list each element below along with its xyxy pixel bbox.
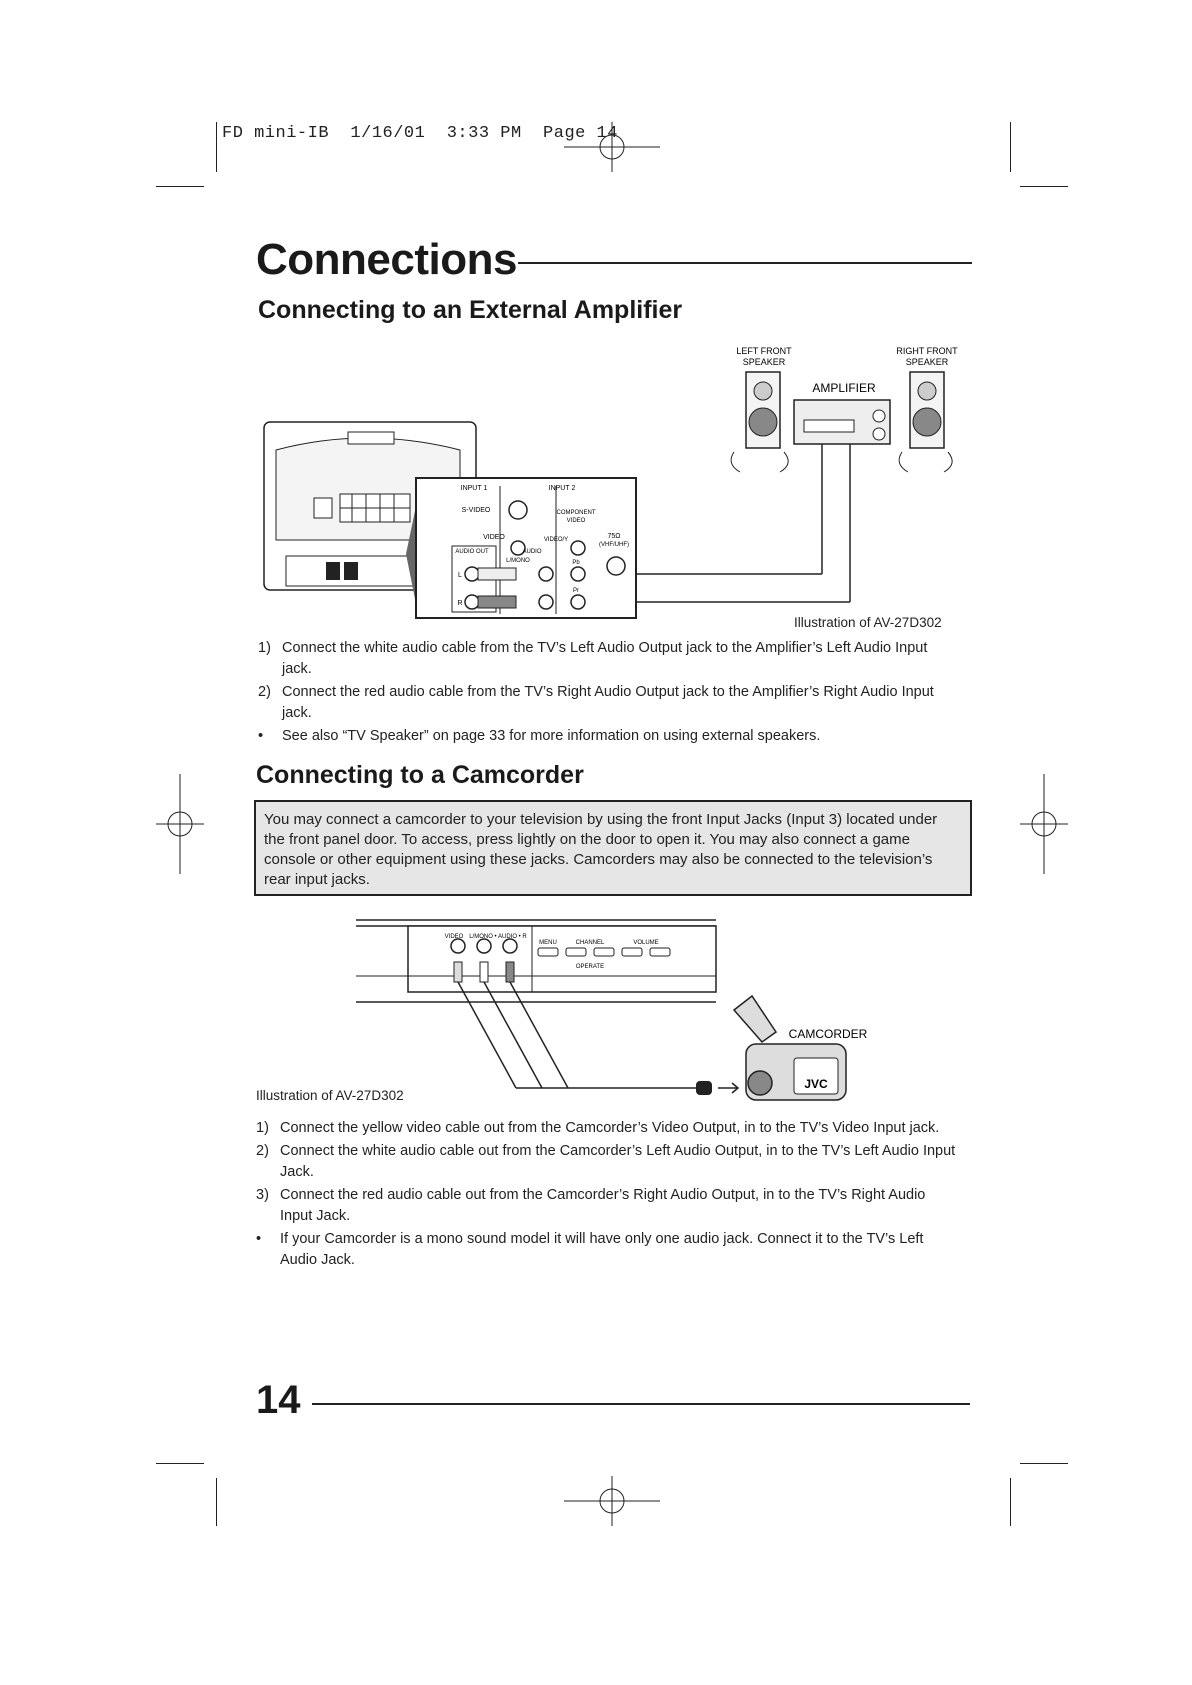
label-input1: INPUT 1 [460, 485, 488, 492]
amplifier-illustration-caption: Illustration of AV-27D302 [794, 615, 942, 630]
label-input2: INPUT 2 [548, 485, 576, 492]
list-item: 1) Connect the white audio cable from the TV’s Left Audio Output jack to the Amplifier’s Left Audio Input jack. [258, 640, 928, 677]
registration-mark [564, 1476, 660, 1526]
label-r: R [457, 600, 463, 607]
list-item: 3) Connect the red audio cable out from the Camcorder’s Right Audio Output, in to the TV’s Right Audio Input Jack. [256, 1187, 926, 1224]
registration-mark [156, 774, 204, 874]
crop-mark [1020, 186, 1068, 187]
label-pb: Pb [572, 560, 580, 566]
label-component-1: COMPONENT [556, 510, 596, 516]
amplifier-icon [794, 400, 890, 444]
print-slug: FD mini-IB 1/16/01 3:33 PM Page 14 [222, 124, 618, 143]
label-operate: OPERATE [575, 964, 605, 970]
label-audio-out: AUDIO OUT [455, 549, 489, 555]
label-audio: AUDIO [522, 549, 542, 555]
title-rule [518, 262, 972, 264]
label-video: VIDEO [483, 534, 505, 541]
crop-mark [1010, 122, 1011, 172]
amplifier-steps [258, 638, 938, 749]
label-pr: Pr [573, 588, 579, 594]
crop-mark [1020, 1463, 1068, 1464]
registration-mark [1020, 774, 1068, 874]
label-ohm-2: (VHF/UHF) [599, 542, 629, 548]
camcorder-steps [256, 1118, 956, 1273]
label-right-speaker-2: SPEAKER [905, 357, 949, 367]
label-component-2: VIDEO [566, 518, 586, 524]
tv-front-panel-icon [356, 920, 716, 1002]
jack-panel-icon [416, 478, 636, 618]
label-l: L [458, 572, 462, 579]
crop-mark [156, 186, 204, 187]
list-item: 2) Connect the white audio cable out from the Camcorder’s Left Audio Output, in to the TV’s Left Audio Input Jack. [256, 1143, 956, 1180]
label-ohm-1: 75Ω [607, 533, 621, 540]
camcorder-icon [734, 996, 846, 1100]
crop-mark [156, 1463, 204, 1464]
camcorder-connection-diagram [356, 918, 876, 1108]
label-video: VIDEO [444, 934, 464, 940]
right-speaker-icon [899, 372, 952, 472]
crop-mark [216, 1478, 217, 1526]
label-svideo: S-VIDEO [461, 507, 491, 514]
crop-mark [216, 122, 217, 172]
label-volume: VOLUME [633, 940, 659, 946]
list-item: 1) Connect the yellow video cable out from the Camcorder’s Video Output, in to the TV’s Video Input jack. [256, 1120, 940, 1136]
list-item: • If your Camcorder is a mono sound model it will have only one audio jack. Connect it to the TV’s Left Audio Jack. [256, 1231, 924, 1268]
page-title: Connections [256, 235, 517, 284]
label-l-mono: L/MONO [506, 558, 530, 564]
footer-rule [312, 1403, 970, 1405]
camcorder-info-box: You may connect a camcorder to your television by using the front Input Jacks (Input 3) located under the front panel door. To access, press lightly on the door to open it. You may also connect a game console or other equipment using these jacks. Camcorders may also be connected to the television’s rear input jacks. [254, 800, 972, 896]
label-left-speaker-1: LEFT FRONT [736, 346, 792, 356]
section-title-amplifier: Connecting to an External Amplifier [258, 296, 683, 324]
label-camcorder: CAMCORDER [788, 1027, 868, 1041]
amplifier-connection-diagram [256, 342, 970, 622]
label-right-speaker-1: RIGHT FRONT [896, 346, 958, 356]
list-item: 2) Connect the red audio cable from the TV’s Right Audio Output jack to the Amplifier’s Right Audio Input jack. [258, 684, 934, 721]
crop-mark [1010, 1478, 1011, 1526]
label-left-speaker-2: SPEAKER [742, 357, 786, 367]
page-number: 14 [256, 1378, 301, 1422]
label-amplifier: AMPLIFIER [812, 381, 876, 395]
camcorder-illustration-caption: Illustration of AV-27D302 [256, 1088, 404, 1103]
list-item: • See also “TV Speaker” on page 33 for more information on using external speakers. [258, 728, 821, 744]
label-menu: MENU [539, 940, 557, 946]
section-title-camcorder: Connecting to a Camcorder [256, 761, 584, 789]
label-video-y: VIDEO/Y [543, 537, 569, 543]
label-channel: CHANNEL [575, 940, 605, 946]
left-speaker-icon [731, 372, 788, 472]
label-lmono-audio-r: L/MONO • AUDIO • R [469, 934, 527, 940]
label-brand: JVC [804, 1077, 828, 1091]
